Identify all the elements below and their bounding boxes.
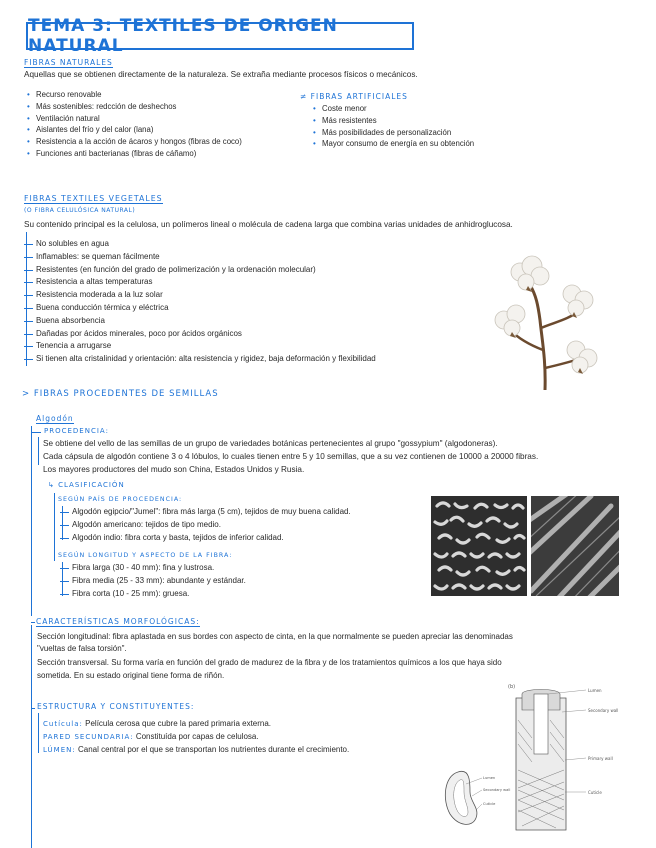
tree-connector [31,426,32,616]
procedencia-line-3: Los mayores productores del mudo son China, Estados Unidos y Rusia. [43,465,305,474]
def-lumen: Canal central por el que se transportan los nutrientes durante el crecimiento. [77,745,350,754]
list-item: • Mayor consumo de energía en su obtención [313,138,474,150]
list-item: • Más resistentes [313,115,474,127]
procedencia-line-1: Se obtiene del vello de las semillas de un grupo de variedades botánicas pertenecientes al grupo "gossypium" (algodoneras). [43,439,498,448]
list-item: • Coste menor [313,103,474,115]
vegetales-list [22,238,376,366]
estructura-item-pared [43,730,259,744]
list-item: • Resistencia a la acción de ácaros y hongos (fibras de coco) [27,136,242,148]
diagram-label-lumen: Lumen [588,688,602,693]
list-item: Dañadas por ácidos minerales, poco por ácidos orgánicos [22,328,376,341]
def-cuticula: Película cerosa que cubre la pared primaria externa. [85,719,272,728]
pais-heading: SEGÚN PAÍS DE PROCEDENCIA: [58,496,183,503]
procedencia-heading: PROCEDENCIA: [44,427,109,435]
term-pared-secundaria: PARED SECUNDARIA: [43,733,134,741]
morfologicas-line-1: Sección longitudinal: fibra aplastada en sus bordes con aspecto de cinta, en la que normalmente se pueden apreciar las denominadas [37,632,513,641]
list-item: • Aislantes del frío y del calor (lana) [27,124,242,136]
estructura-item-lumen [43,743,349,757]
list-item: • Funciones anti bacterianas (fibras de cáñamo) [27,148,242,160]
estructura-item-cuticula [43,717,271,731]
title-box [26,16,414,56]
tree-connector [54,493,55,561]
list-item: • Recurso renovable [27,89,242,101]
morfologicas-heading: CARACTERÍSTICAS MORFOLÓGICAS: [36,617,200,626]
procedencia-line-2: Cada cápsula de algodón contiene 3 o 4 lóbulos, lo cuales tienen entre 5 y 10 semillas, que a su vez contienen de 10000 a 20000 fibras. [43,452,539,461]
longitud-heading: SEGÚN LONGITUD Y ASPECTO DE LA FIBRA: [58,552,233,559]
cotton-cross-section-micrograph [431,496,527,596]
list-item: Buena conducción térmica y eléctrica [22,302,376,315]
algodon-heading: Algodón [36,414,74,423]
term-cuticula: Cutícula: [43,720,83,728]
cotton-longitudinal-micrograph [531,496,619,596]
clasificacion-heading: ↳ CLASIFICACIÓN [48,481,125,489]
estructura-heading: ESTRUCTURA Y CONSTITUYENTES: [37,702,195,711]
list-item: • Más posibilidades de personalización [313,127,474,139]
list-item: No solubles en agua [22,238,376,251]
section-subheading-vegetales: (O FIBRA CELULÓSICA NATURAL) [24,207,136,214]
list-item: Algodón indio: fibra corta y basta, tejidos de inferior calidad. [58,532,351,545]
list-item: • Más sostenibles: redcción de deshechos [27,101,242,113]
cross-label-cuticle: Cuticle [483,802,496,806]
tree-connector [31,625,32,848]
diagram-label-secondary-wall: Secondary wall [588,708,619,713]
term-lumen: LÚMEN: [43,746,76,754]
list-item: Resistencia moderada a la luz solar [22,289,376,302]
def-pared-secundaria: Constituída por capas de celulosa. [135,732,259,741]
section-heading-vegetales: FIBRAS TEXTILES VEGETALES [24,194,163,203]
section-heading-fibras-naturales: FIBRAS NATURALES [24,58,113,67]
morfologicas-line-2: "vueltas de falsa torsión". [37,644,127,653]
cross-label-lumen: Lumen [483,776,496,780]
morfologicas-line-4: sometida. En su estado original tiene forma de riñón. [37,671,225,680]
list-item: Fibra corta (10 - 25 mm): gruesa. [58,588,246,601]
cotton-plant-image [490,250,600,390]
list-item: Tenencia a arrugarse [22,340,376,353]
section-heading-semillas: > FIBRAS PROCEDENTES DE SEMILLAS [22,389,219,399]
tree-connector [38,437,39,465]
list-item: Inflamables: se queman fácilmente [22,251,376,264]
list-item: Buena absorbencia [22,315,376,328]
page-title: TEMA 3: TEXTILES DE ORIGEN NATURAL [28,16,338,56]
morfologicas-line-3: Sección transversal. Su forma varía en función del grado de madurez de la fibra y de los tratamientos químicos a los que haya sido [37,658,502,667]
tree-connector [31,432,41,433]
clasificacion-label: CLASIFICACIÓN [58,481,125,489]
list-item: • Ventilación natural [27,113,242,125]
diagram-label-primary-wall: Primary wall [588,756,613,761]
fibras-artificiales-list [313,103,474,150]
fibras-naturales-list [27,89,242,160]
pais-list [58,506,351,544]
fiber-structure-diagram [436,680,632,845]
tree-connector [31,708,35,709]
list-item: Algodón egipcio/"Jumel": fibra más larga (5 cm), tejidos de muy buena calidad. [58,506,351,519]
list-item: Fibra larga (30 - 40 mm): fina y lustrosa. [58,562,246,575]
tree-connector [31,622,35,623]
section-heading-fibras-artificiales: ≠ FIBRAS ARTIFICIALES [300,92,408,101]
fibras-naturales-intro: Aquellas que se obtienen directamente de la naturaleza. Se extraña mediante procesos físicos o mecánicos. [24,70,418,79]
longitud-list [58,562,246,600]
list-item: Resistencia a altas temperaturas [22,276,376,289]
list-item: Si tienen alta cristalinidad y orientación: alta resistencia y rigidez, baja deformación y flexibilidad [22,353,376,366]
panel-label: (b) [508,684,516,690]
list-item: Resistentes (en función del grado de polimerización y la ordenación molecular) [22,264,376,277]
cross-label-secondary-wall: Secondary wall [483,788,511,792]
list-item: Fibra media (25 - 33 mm): abundante y estándar. [58,575,246,588]
diagram-label-cuticle: Cuticle [588,790,602,795]
vegetales-intro: Su contenido principal es la celulosa, un polímeros lineal o molécula de cadena larga que combina varias unidades de anhidroglucosa. [24,220,513,229]
list-item: Algodón americano: tejidos de tipo medio. [58,519,351,532]
tree-connector [38,713,39,753]
